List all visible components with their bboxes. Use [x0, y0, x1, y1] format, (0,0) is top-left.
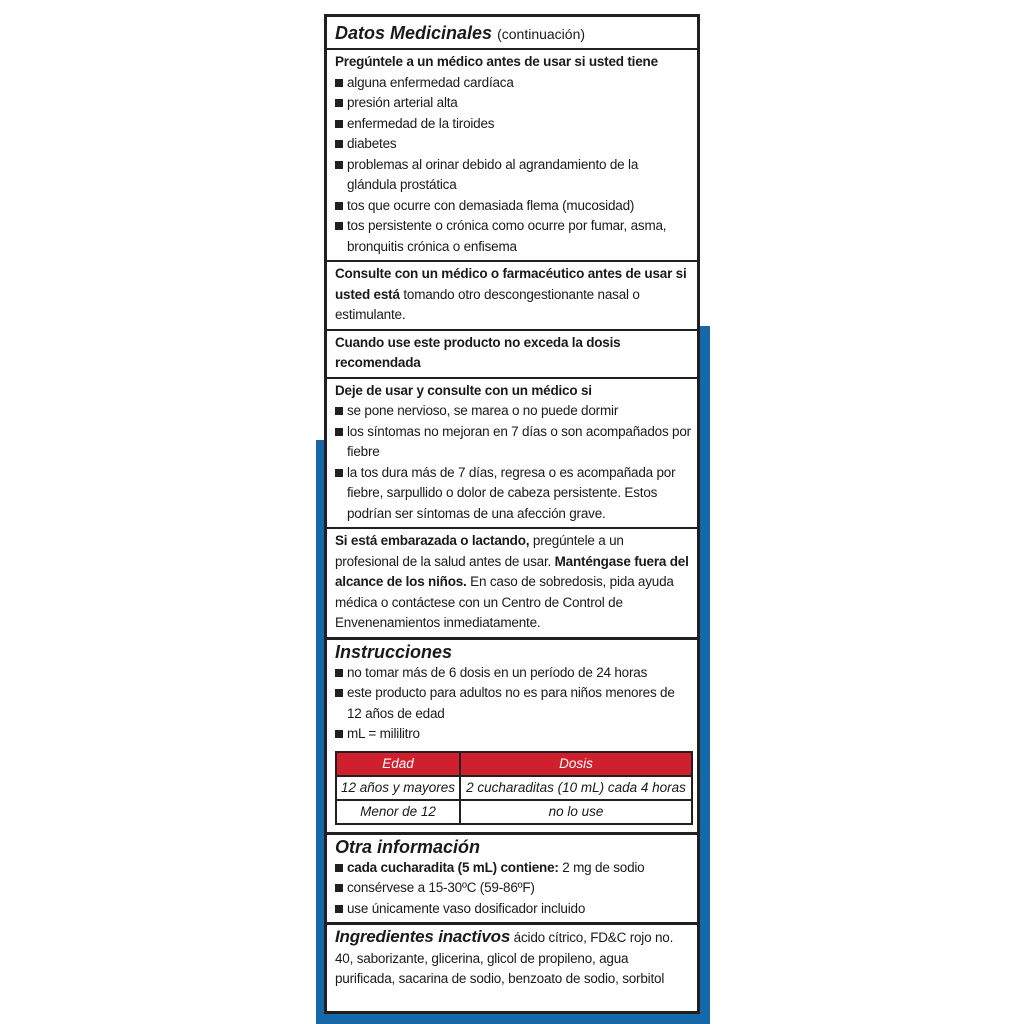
- section-title-ingredientes: Ingredientes inactivos: [335, 927, 511, 946]
- datos-header-section: [327, 17, 697, 50]
- pregnancy-text: Si está embarazada o lactando, pregúntele a un profesional de la salud antes de usar. Manténgase fuera del alcance de los niños. En caso de sobredosis, pida ayuda médica o contáctese con un Centro de Control de Envenenamientos inmediatamente.: [335, 533, 689, 630]
- list-item: presión arterial alta: [335, 93, 691, 114]
- bullet-square-icon: [335, 884, 343, 892]
- instrucciones-section: [327, 640, 697, 835]
- bullet-square-icon: [335, 161, 343, 169]
- list-item: use únicamente vaso dosificador incluido: [335, 899, 691, 920]
- section-title-datos: [335, 23, 585, 43]
- list-item: se pone nervioso, se marea o no puede dormir: [335, 401, 691, 422]
- section-title-instrucciones: Instrucciones: [335, 641, 453, 662]
- bullet-square-icon: [335, 689, 343, 697]
- dosage-table: [335, 751, 693, 825]
- list-item: tos persistente o crónica como ocurre por fumar, asma, bronquitis crónica o enfisema: [335, 216, 691, 257]
- bullet-square-icon: [335, 905, 343, 913]
- ask-doctor-heading: Pregúntele a un médico antes de usar si usted tiene: [335, 54, 658, 69]
- table-header-row: [336, 752, 692, 776]
- column-header-age: Edad: [336, 752, 460, 776]
- stop-use-section: [327, 379, 697, 530]
- dose-warning-text: Cuando use este producto no exceda la dosis recomendada: [335, 334, 621, 370]
- table-cell-dose: 2 cucharaditas (10 mL) cada 4 horas: [460, 776, 692, 800]
- list-item: tos que ocurre con demasiada flema (mucosidad): [335, 196, 691, 217]
- list-item: problemas al orinar debido al agrandamiento de la glándula prostática: [335, 155, 691, 196]
- consult-section: [327, 262, 697, 331]
- ask-doctor-section: [327, 50, 697, 262]
- bullet-square-icon: [335, 669, 343, 677]
- list-item: consérvese a 15-30ºC (59-86ºF): [335, 878, 691, 899]
- list-item: alguna enfermedad cardíaca: [335, 73, 691, 94]
- stop-use-heading: Deje de usar y consulte con un médico si: [335, 382, 592, 398]
- consult-text: Consulte con un médico o farmacéutico antes de usar si usted está tomando otro descongestionante nasal o estimulante.: [335, 266, 687, 322]
- section-title-otra: Otra información: [335, 836, 481, 857]
- drug-facts-panel: [324, 14, 700, 1014]
- otra-informacion-section: [327, 835, 697, 926]
- bullet-square-icon: [335, 120, 343, 128]
- ingredientes-text: Ingredientes inactivos ácido cítrico, FD&C rojo no. 40, saborizante, glicerina, glicol de propileno, agua purificada, sacarina de sodio, benzoato de sodio, sorbitol: [335, 927, 674, 986]
- pregnancy-section: [327, 529, 697, 640]
- list-item: mL = mililitro: [335, 724, 691, 745]
- datos-title-text: Datos Medicinales: [335, 23, 493, 43]
- list-item: no tomar más de 6 dosis en un período de 24 horas: [335, 663, 691, 684]
- list-item: este producto para adultos no es para niños menores de 12 años de edad: [335, 683, 691, 724]
- list-item: los síntomas no mejoran en 7 días o son acompañados por fiebre: [335, 422, 691, 463]
- bullet-square-icon: [335, 864, 343, 872]
- bullet-square-icon: [335, 730, 343, 738]
- list-item: enfermedad de la tiroides: [335, 114, 691, 135]
- bullet-square-icon: [335, 407, 343, 415]
- bullet-square-icon: [335, 140, 343, 148]
- bullet-square-icon: [335, 79, 343, 87]
- bullet-square-icon: [335, 99, 343, 107]
- datos-title-cont: (continuación): [497, 26, 586, 42]
- ingredientes-section: [327, 925, 697, 993]
- bullet-square-icon: [335, 222, 343, 230]
- table-cell-age: Menor de 12: [336, 800, 460, 824]
- table-row: [336, 776, 692, 800]
- table-cell-age: 12 años y mayores: [336, 776, 460, 800]
- bullet-square-icon: [335, 202, 343, 210]
- column-header-dose: Dosis: [460, 752, 692, 776]
- bullet-square-icon: [335, 428, 343, 436]
- list-item: diabetes: [335, 134, 691, 155]
- bullet-square-icon: [335, 469, 343, 477]
- table-row: [336, 800, 692, 824]
- dose-warning-section: [327, 331, 697, 379]
- table-cell-dose: no lo use: [460, 800, 692, 824]
- list-item: la tos dura más de 7 días, regresa o es acompañada por fiebre, sarpullido o dolor de cabeza persistente. Estos podrían ser síntomas de una afección grave.: [335, 463, 691, 525]
- list-item: cada cucharadita (5 mL) contiene: 2 mg de sodio: [335, 858, 691, 879]
